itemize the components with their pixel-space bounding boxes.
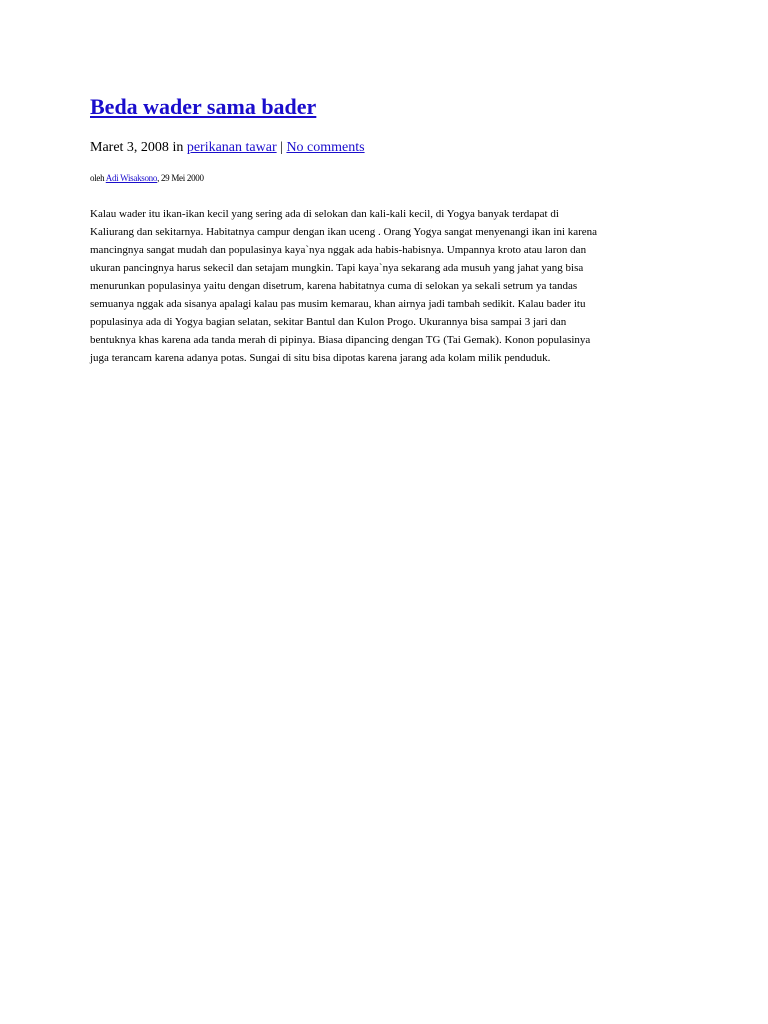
body-line: mancingnya sangat mudah dan populasinya kaya`nya nggak ada habis-habisnya. Umpannya kroto atau laron dan: [90, 244, 587, 256]
body-line: populasinya ada di Yogya bagian selatan, sekitar Bantul dan Kulon Progo. Ukurannya bisa sampai 3 jari dan: [90, 316, 567, 328]
post-meta: [90, 139, 365, 156]
body-line: bentuknya khas karena ada tanda merah di pipinya. Biasa dipancing dengan TG (Tai Gemak). Konon populasinya: [90, 334, 591, 346]
body-line: Kalau wader itu ikan-ikan kecil yang sering ada di selokan dan kali-kali kecil, di Yogya banyak terdapat di: [90, 208, 559, 220]
body-line: semuanya nggak ada sisanya apalagi kalau pas musim kemarau, khan airnya jadi tambah sedikit. Kalau bader itu: [90, 298, 586, 310]
post-in-word: in: [168, 140, 187, 155]
article-body: [90, 205, 680, 367]
author-link[interactable]: Adi Wisaksono: [105, 173, 158, 183]
byline: [90, 173, 204, 184]
body-line: Kaliurang dan sekitarnya. Habitatnya campur dengan ikan uceng . Orang Yogya sangat menyenangi ikan ini karena: [90, 226, 598, 238]
comments-link[interactable]: No comments: [286, 140, 365, 155]
category-link[interactable]: perikanan tawar: [186, 140, 277, 155]
post-title: [90, 94, 316, 120]
body-line: ukuran pancingnya harus sekecil dan setajam mungkin. Tapi kaya`nya sekarang ada musuh yang jahat yang bisa: [90, 262, 584, 274]
byline-prefix: oleh: [90, 173, 106, 183]
body-line: menurunkan populasinya yaitu dengan disetrum, karena habitatnya cuma di selokan ya sekali setrum ya tandas: [90, 280, 578, 292]
meta-separator: |: [276, 140, 287, 155]
byline-date: , 29 Mei 2000: [157, 173, 204, 183]
post-date: Maret 3, 2008: [90, 140, 169, 155]
body-line: juga terancam karena adanya potas. Sungai di situ bisa dipotas karena jarang ada kolam milik penduduk.: [90, 352, 551, 364]
post-title-link[interactable]: Beda wader sama bader: [90, 94, 317, 119]
